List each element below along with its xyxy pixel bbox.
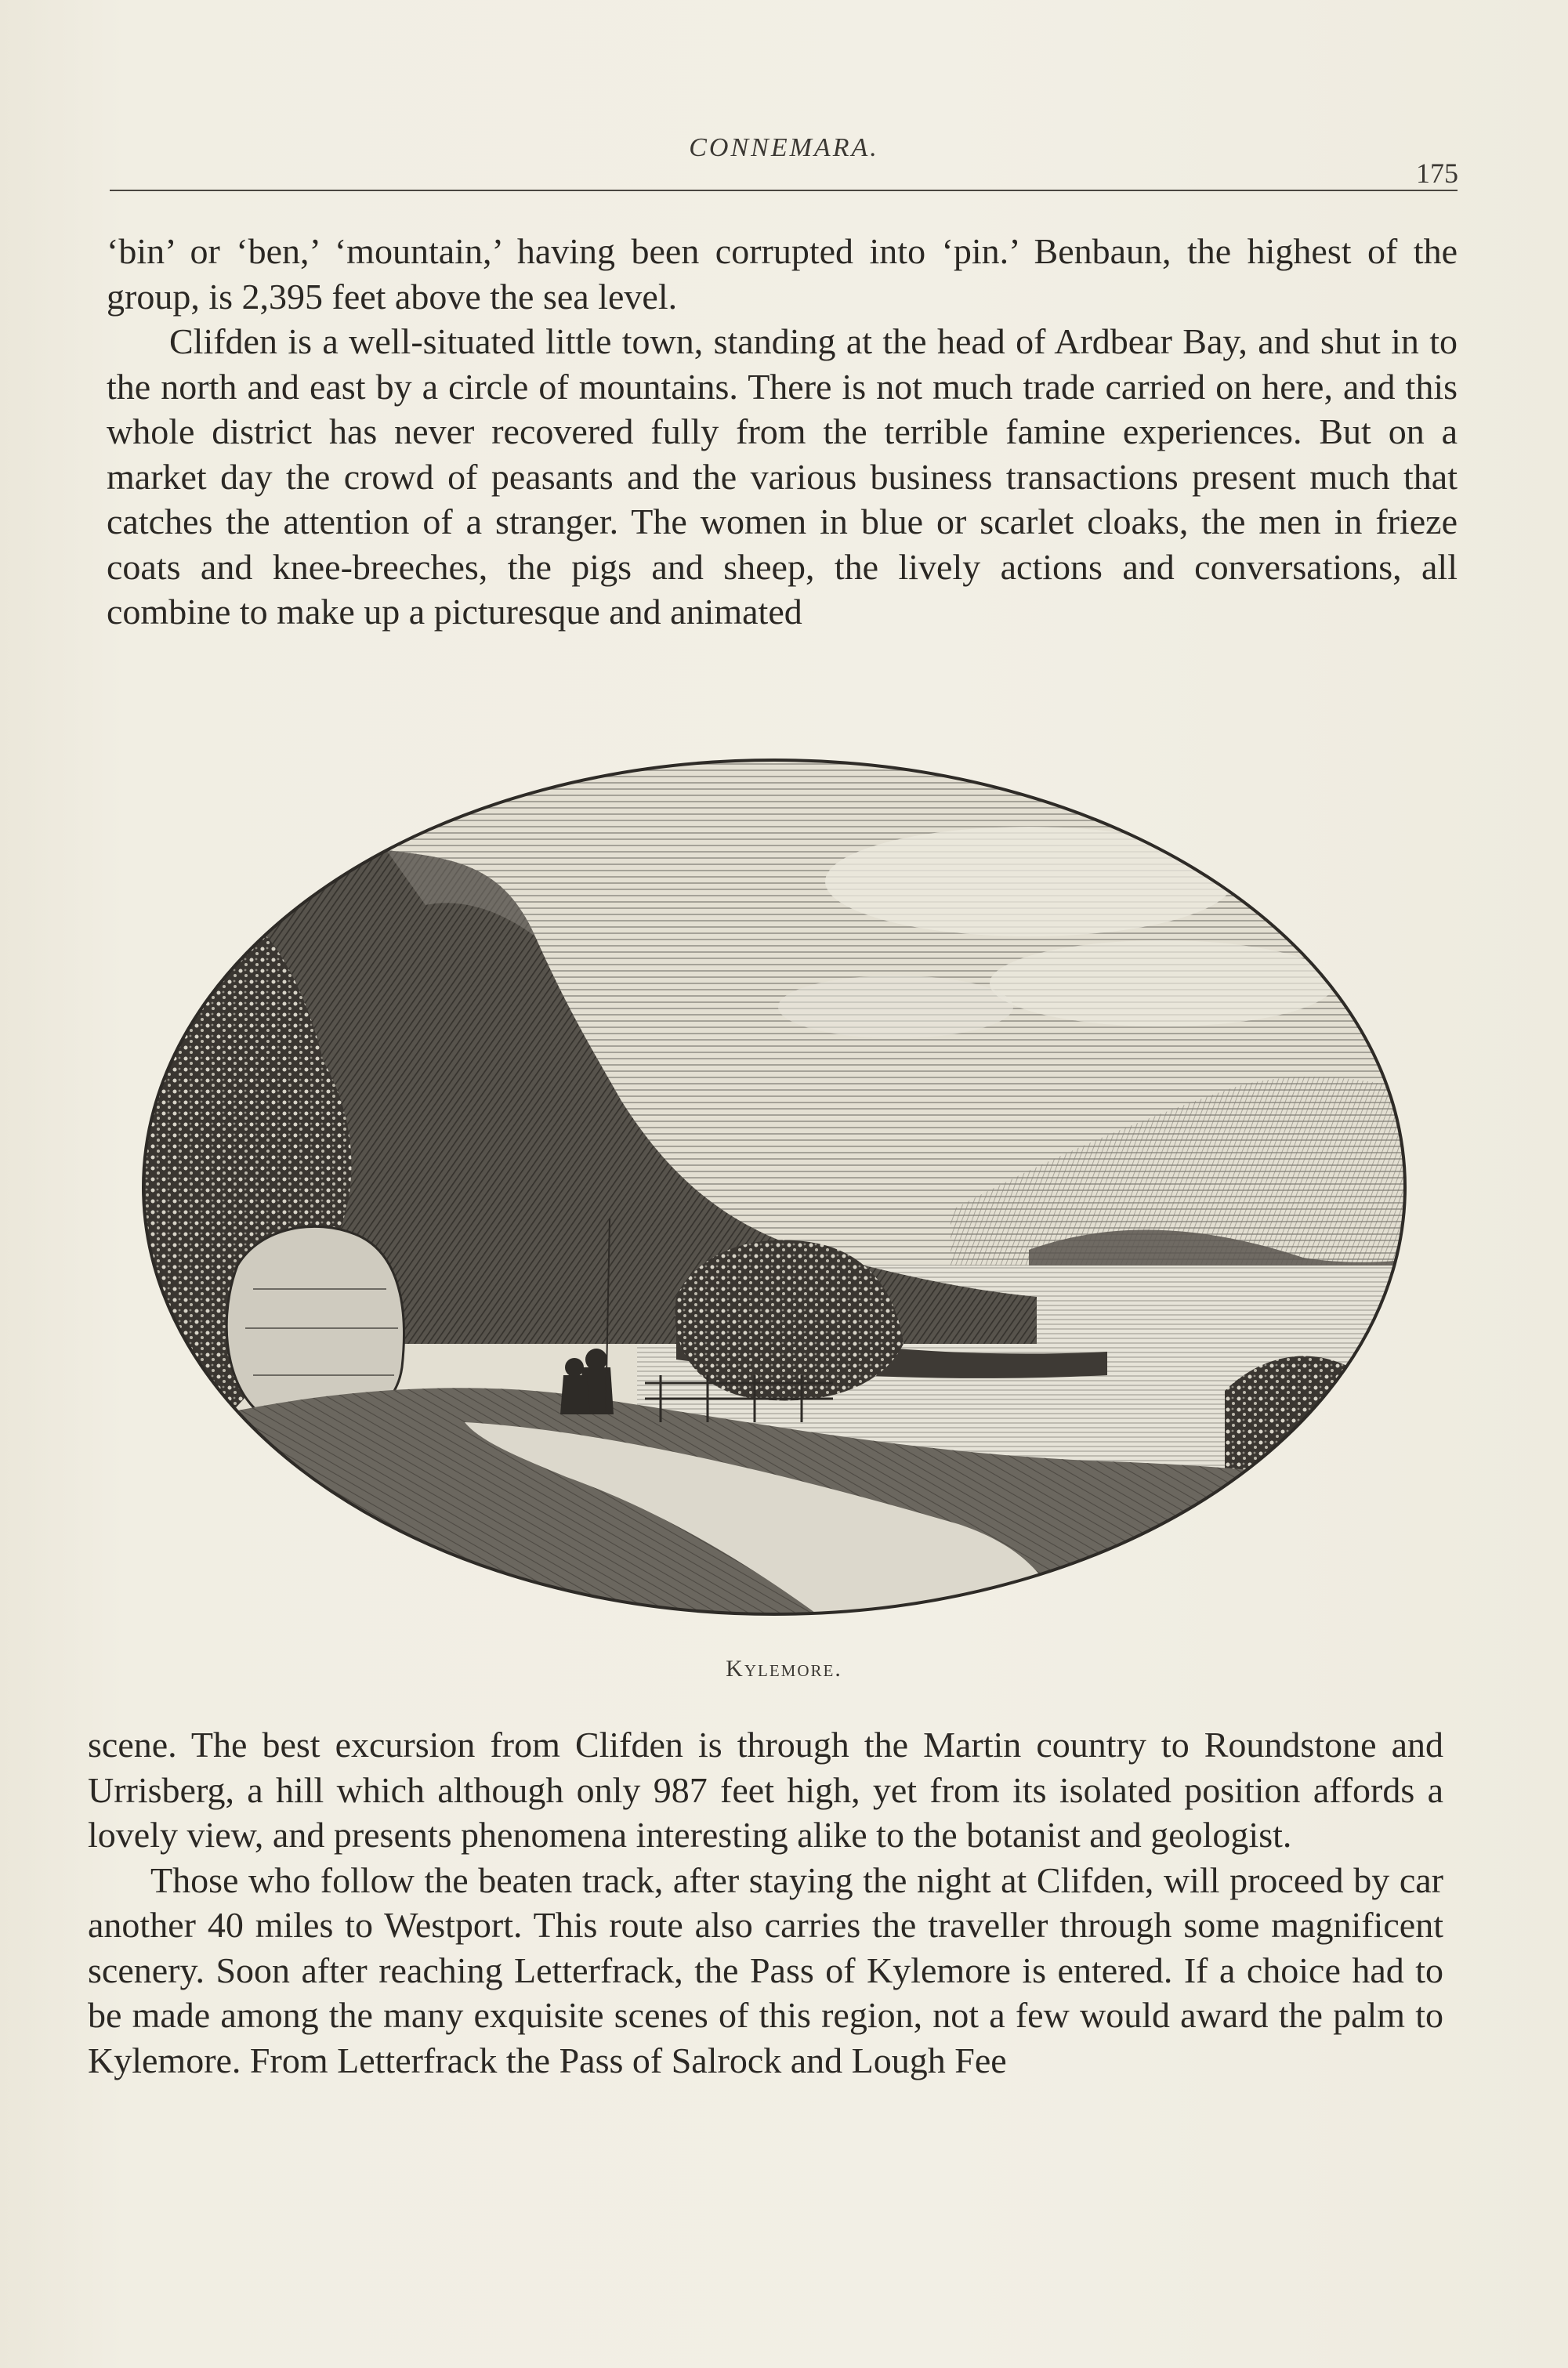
header-rule [110,190,1458,191]
top-text-block [107,229,1458,635]
page-number: 175 [1416,158,1458,189]
running-title: CONNEMARA. [689,133,879,162]
paragraph-continuation: ‘bin’ or ‘ben,’ ‘mountain,’ having been corrupted into ‘pin.’ Benbaun, the highest of the group, is 2,395 feet above the sea level. [107,231,1458,317]
paragraph-westport: Those who follow the beaten track, after staying the night at Clifden, will proceed by car another 40 miles to Westport. This route also carries the traveller through some magnificent scenery. Soon after reaching Letterfrack, the Pass of Kylemore is entered. If a choice had to be made among the many exquisite scenes of this region, not a few would award the palm to Kylemore. From Letterfrack the Pass of Salrock and Lough Fee [88,1859,1443,2080]
figure-caption: Kylemore. [726,1656,842,1682]
paragraph-scene: scene. The best excursion from Clifden is through the Martin country to Roundstone and Urrisberg, a hill which although only 987 feet high, yet from its isolated position affords a lovely view, and presents phenomena interesting alike to the botanist and geologist. [88,1725,1443,1855]
engraving-scene [128,748,1421,1630]
kylemore-engraving [128,748,1421,1630]
paragraph-clifden: Clifden is a well-situated little town, standing at the head of Ardbear Bay, and shut in to the north and east by a circle of mountains. There is not much trade carried on here, and this whole district has never recovered fully from the terrible famine experiences. But on a market day the crowd of peasants and the various business transactions present much that catches the attention of a stranger. The women in blue or scarlet cloaks, the men in frieze coats and knee-breeches, the pigs and sheep, the lively actions and conversations, all combine to make up a picturesque and animated [107,321,1458,632]
bottom-text-block [88,1722,1443,2083]
